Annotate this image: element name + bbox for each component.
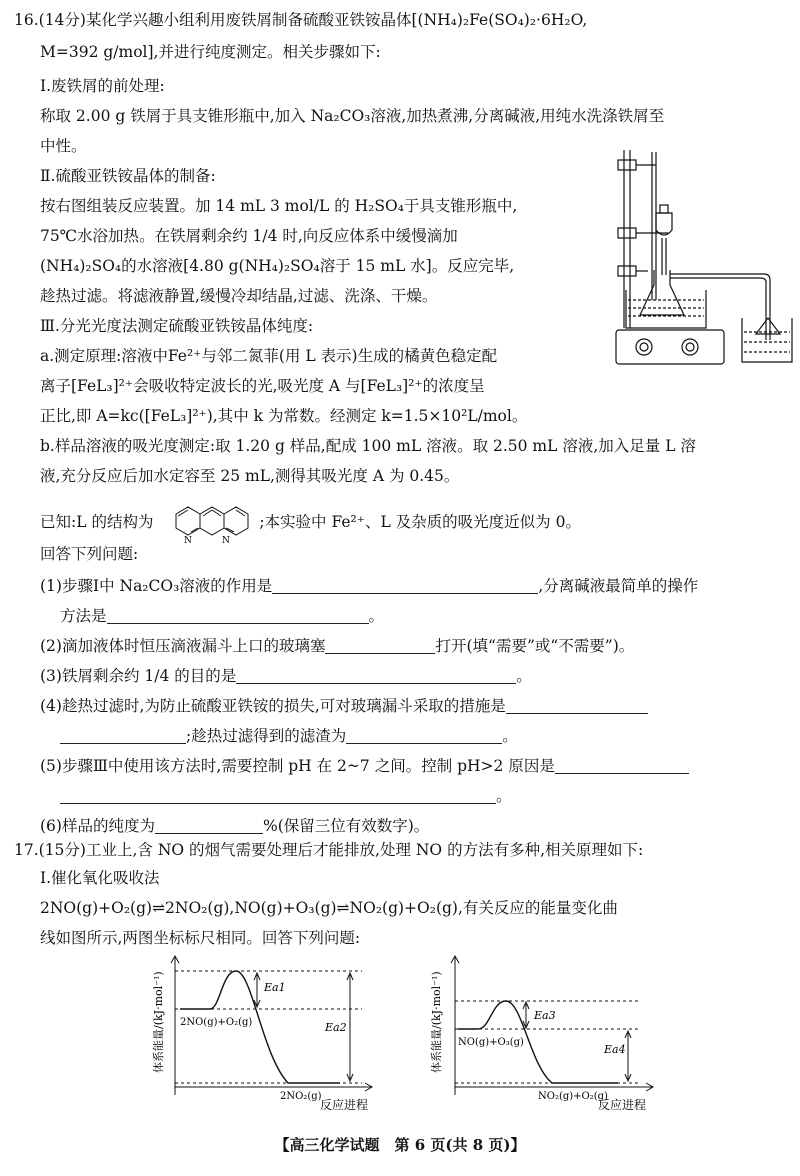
q16-header-line2: M=392 g/mol],并进行纯度测定。相关步骤如下: xyxy=(40,43,381,61)
part4-text: (4)趁热过滤时,为防止硫酸亚铁铵的损失,可对玻璃漏斗采取的措施是 xyxy=(40,697,506,715)
answer-blank-4a[interactable] xyxy=(506,697,648,714)
chart2-reactant-label: NO(g)+O₃(g) xyxy=(458,1037,524,1048)
q16-step1-line1: 称取 2.00 g 铁屑于具支锥形瓶中,加入 Na₂CO₃溶液,加热煮沸,分离碱液,用纯水洗涤铁屑至 xyxy=(40,107,665,125)
q16-step2-line1: 按右图组装反应装置。加 14 mL 3 mol/L 的 H₂SO₄于具支锥形瓶中, xyxy=(40,197,518,215)
q16-step1-title: Ⅰ.废铁屑的前处理: xyxy=(40,77,165,95)
part3-text-b: 。 xyxy=(516,667,532,685)
answer-blank-4b[interactable] xyxy=(60,727,186,744)
answer-blank-2[interactable] xyxy=(325,637,435,654)
q16-step2-line4: 趁热过滤。将滤液静置,缓慢冷却结晶,过滤、洗涤、干燥。 xyxy=(40,287,438,305)
chart2-ea4-label: Ea4 xyxy=(604,1043,626,1056)
chart1-product-label: 2NO₂(g) xyxy=(280,1091,322,1102)
part1-text: (1)步骤Ⅰ中 Na₂CO₃溶液的作用是 xyxy=(40,577,273,595)
known-suffix: ;本实验中 Fe²⁺、L 及杂质的吸光度近似为 0。 xyxy=(259,513,581,531)
svg-text:N: N xyxy=(184,536,193,546)
chart2-ea3-label: Ea3 xyxy=(534,1009,556,1022)
q16-principle-line1: a.测定原理:溶液中Fe²⁺与邻二氮菲(用 L 表示)生成的橘黄色稳定配 xyxy=(40,347,498,365)
part4-text-c: 。 xyxy=(502,727,518,745)
q16-step2-title: Ⅱ.硫酸亚铁铵晶体的制备: xyxy=(40,167,216,185)
part1-text-b: ,分离碱液最简单的操作 xyxy=(538,577,699,595)
q16-step2-line3: (NH₄)₂SO₄的水溶液[4.80 g(NH₄)₂SO₄溶于 15 mL 水]。反应完毕, xyxy=(40,257,515,275)
q16-part5-line2 xyxy=(60,784,512,808)
chart2-product-label: NO₂(g)+O₂(g) xyxy=(538,1091,608,1102)
part3-text: (3)铁屑剩余约 1/4 的目的是 xyxy=(40,667,237,685)
q17-equation-line: 2NO(g)+O₂(g)⇌2NO₂(g),NO(g)+O₃(g)⇌NO₂(g)+O₂(g),有关反应的能量变化曲 xyxy=(40,899,618,917)
energy-chart-2 xyxy=(418,955,658,1110)
q17-section1-title: Ⅰ.催化氧化吸收法 xyxy=(40,869,160,887)
chart1-ylabel: 体系能量/(kJ·mol⁻¹) xyxy=(152,971,165,1073)
answer-blank-1b[interactable] xyxy=(107,607,369,624)
q17-line3: 线如图所示,两图坐标标尺相同。回答下列问题: xyxy=(40,929,361,947)
q16-principle-line3: 正比,即 A=kc([FeL₃]²⁺),其中 k 为常数。经测定 k=1.5×10²L/mol。 xyxy=(40,407,528,425)
page-footer: 【高三化学试题 第 6 页(共 8 页)】 xyxy=(274,1136,526,1154)
q16-part1-line2 xyxy=(60,604,384,628)
q16-part1-line xyxy=(40,574,698,598)
part2-text-b: 打开(填“需要”或“不需要”)。 xyxy=(435,637,635,655)
answer-blank-1a[interactable] xyxy=(272,577,538,594)
q16-step3-title: Ⅲ.分光光度法测定硫酸亚铁铵晶体纯度: xyxy=(40,317,314,335)
q16-part3-line xyxy=(40,664,532,688)
answer-blank-5a[interactable] xyxy=(555,757,689,774)
q16-part6-line xyxy=(40,814,429,838)
part2-text: (2)滴加液体时恒压滴液漏斗上口的玻璃塞 xyxy=(40,637,326,655)
part6-text: (6)样品的纯度为 xyxy=(40,817,155,835)
chart2-ylabel: 体系能量/(kJ·mol⁻¹) xyxy=(430,971,443,1073)
answer-blank-6[interactable] xyxy=(155,817,263,834)
q16-part2-line xyxy=(40,634,634,658)
q16-part5-line xyxy=(40,754,689,778)
q16-known-line xyxy=(40,496,581,548)
chart1-reactant-label: 2NO(g)+O₂(g) xyxy=(180,1017,253,1028)
q16-step1-line2: 中性。 xyxy=(40,137,87,155)
answer-blank-3[interactable] xyxy=(236,667,516,684)
known-prefix: 已知:L 的结构为 xyxy=(40,513,154,531)
q16-header-line1: 16.(14分)某化学兴趣小组利用废铁屑制备硫酸亚铁铵晶体[(NH₄)₂Fe(SO₄)₂·6H₂O, xyxy=(14,11,588,29)
part6-text-b: %(保留三位有效数字)。 xyxy=(262,817,430,835)
part4-text-b: ;趁热过滤得到的滤渣为 xyxy=(186,727,347,745)
phenanthroline-structure-icon xyxy=(158,498,254,548)
q16-sample-line1: b.样品溶液的吸光度测定:取 1.20 g 样品,配成 100 mL 溶液。取 2.50 mL 溶液,加入足量 L 溶 xyxy=(40,437,696,455)
part5-text-b: 。 xyxy=(496,787,512,805)
chart1-ea1-label: Ea1 xyxy=(264,981,286,994)
part1-text-c: 方法是 xyxy=(60,607,107,625)
apparatus-diagram xyxy=(596,150,796,380)
answer-blank-4c[interactable] xyxy=(346,727,502,744)
q16-principle-line2: 离子[FeL₃]²⁺会吸收特定波长的光,吸光度 A 与[FeL₃]²⁺的浓度呈 xyxy=(40,377,485,395)
chart2-xlabel: 反应进程 xyxy=(598,1098,647,1110)
q16-step2-line2: 75℃水浴加热。在铁屑剩余约 1/4 时,向反应体系中缓慢滴加 xyxy=(40,227,458,245)
clamp-top xyxy=(618,160,636,170)
chart1-xlabel: 反应进程 xyxy=(320,1098,369,1110)
q16-part4-line xyxy=(40,694,648,718)
energy-chart-1 xyxy=(150,955,380,1110)
part5-text: (5)步骤Ⅲ中使用该方法时,需要控制 pH 在 2~7 之间。控制 pH>2 原因是 xyxy=(40,757,555,775)
q16-part4-line2 xyxy=(60,724,518,748)
chart1-ea2-label: Ea2 xyxy=(325,1021,347,1034)
part1-text-d: 。 xyxy=(368,607,385,625)
q16-sample-line2: 液,充分反应后加水定容至 25 mL,测得其吸光度 A 为 0.45。 xyxy=(40,467,460,485)
answer-blank-5b[interactable] xyxy=(60,787,496,804)
svg-text:N: N xyxy=(222,536,231,546)
q17-header: 17.(15分)工业上,含 NO 的烟气需要处理后才能排放,处理 NO 的方法有多种,相关原理如下: xyxy=(14,841,644,859)
answer-heading: 回答下列问题: xyxy=(40,545,139,563)
